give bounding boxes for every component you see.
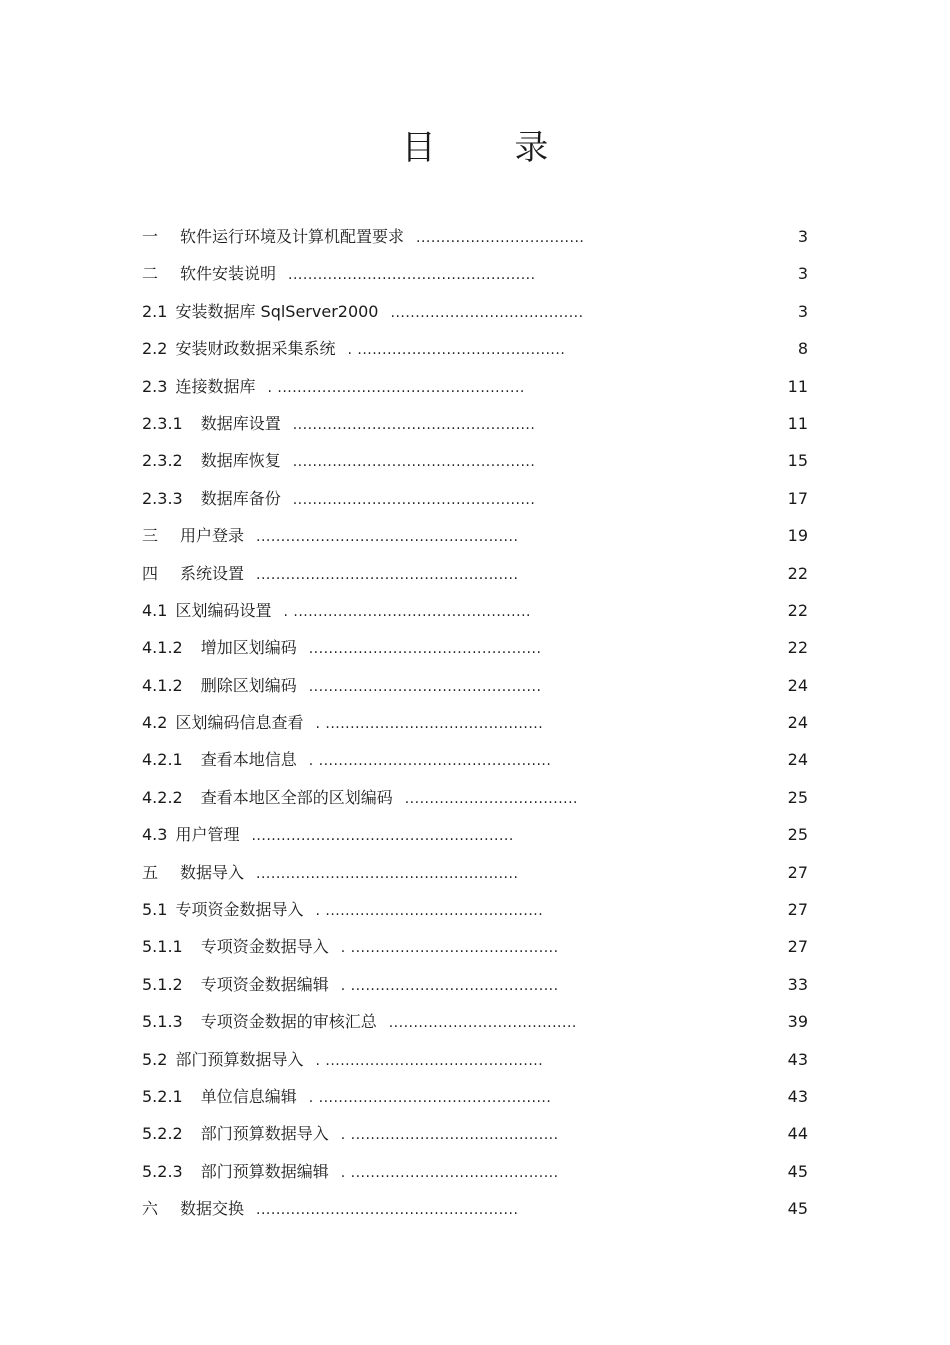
toc-entry[interactable]	[142, 1190, 808, 1227]
toc-entry-page-number: 8	[797, 339, 808, 359]
toc-entry-label: 安装数据库 SqlServer2000	[175, 301, 379, 321]
toc-entry-page-number: 11	[787, 413, 808, 433]
toc-entry-leader: . ..........................................	[340, 1164, 559, 1181]
toc-entry-page-number: 3	[797, 227, 808, 246]
toc-entry-number: 一	[142, 227, 159, 246]
toc-entry-label: 部门预算数据导入	[200, 1124, 329, 1144]
toc-entry-page-number: 11	[787, 376, 808, 396]
toc-entry[interactable]	[142, 667, 808, 704]
toc-entry-number: 三	[142, 526, 159, 546]
toc-entry-label: 数据导入	[180, 862, 245, 882]
toc-entry[interactable]	[142, 592, 808, 629]
toc-entry-leader: .....................................................	[256, 1202, 519, 1219]
toc-entry-page-number: 19	[787, 526, 808, 546]
toc-entry-leader: . ............................................	[315, 903, 544, 920]
toc-entry[interactable]	[142, 293, 808, 330]
toc-entry-page-number: 27	[787, 937, 808, 957]
toc-entry-number: 4.1	[142, 600, 168, 620]
toc-entry-page-number: 43	[787, 1049, 808, 1069]
toc-entry-page-number: 25	[787, 825, 808, 845]
toc-entry[interactable]	[142, 442, 808, 479]
toc-entry-page-number: 22	[787, 600, 808, 620]
toc-entry-leader: .......................................	[390, 304, 584, 321]
toc-entry-page-number: 17	[787, 488, 808, 508]
toc-entry-label: 删除区划编码	[200, 675, 297, 695]
toc-entry[interactable]	[142, 1078, 808, 1115]
toc-entry-label: 连接数据库	[175, 376, 256, 396]
toc-entry[interactable]	[142, 368, 808, 405]
toc-entry-leader: ...................................	[404, 790, 578, 807]
toc-entry[interactable]	[142, 704, 808, 741]
toc-entry[interactable]	[142, 517, 808, 554]
toc-entry[interactable]	[142, 1041, 808, 1078]
toc-entry[interactable]	[142, 854, 808, 891]
toc-entry-label: 部门预算数据导入	[175, 1049, 304, 1069]
toc-entry-leader: .....................................................	[251, 828, 514, 845]
toc-entry-number: 5.2.1	[142, 1086, 183, 1106]
toc-entry[interactable]	[142, 218, 808, 255]
toc-entry-page-number: 45	[787, 1161, 808, 1181]
toc-entry-label: 安装财政数据采集系统	[175, 339, 336, 359]
toc-entry-number: 4.1.2	[142, 638, 183, 658]
toc-entry-number: 5.1.1	[142, 937, 183, 957]
toc-entry-page-number: 44	[787, 1124, 808, 1144]
toc-entry-number: 4.2	[142, 713, 168, 733]
toc-entry-number: 2.2	[142, 339, 168, 359]
toc-entry-leader: . ..........................................	[340, 940, 559, 957]
toc-entry-label: 专项资金数据编辑	[200, 974, 329, 994]
toc-entry-leader: .....................................................	[256, 865, 519, 882]
toc-entry[interactable]	[142, 1115, 808, 1152]
toc-entry-leader: ..................................................	[288, 267, 536, 284]
toc-entry-number: 2.1	[142, 301, 168, 321]
toc-entry-number: 5.1.3	[142, 1012, 183, 1032]
toc-entry[interactable]	[142, 555, 808, 592]
toc-entry-page-number: 24	[787, 675, 808, 695]
toc-entry-label: 增加区划编码	[200, 638, 297, 658]
toc-entry-label: 软件安装说明	[180, 264, 277, 284]
toc-entry-page-number: 27	[787, 900, 808, 920]
toc-entry-leader: . ..........................................	[340, 977, 559, 994]
toc-entry-number: 2.3.1	[142, 413, 183, 433]
toc-entry-label: 专项资金数据导入	[175, 900, 304, 920]
toc-entry-label: 用户登录	[180, 526, 245, 546]
toc-entry-page-number: 3	[797, 301, 808, 321]
toc-entry-page-number: 43	[787, 1086, 808, 1106]
toc-entry[interactable]	[142, 629, 808, 666]
toc-entry-leader: .................................................	[292, 491, 536, 508]
toc-entry-label: 查看本地信息	[200, 750, 297, 770]
toc-entry-label: 专项资金数据导入	[200, 937, 329, 957]
toc-entry-label: 区划编码信息查看	[175, 713, 304, 733]
toc-entry-number: 4.2.2	[142, 787, 183, 807]
toc-entry[interactable]	[142, 330, 808, 367]
toc-entry-label: 软件运行环境及计算机配置要求	[180, 227, 405, 246]
toc-entry-leader: . ..................................................	[267, 379, 525, 396]
toc-entry-page-number: 24	[787, 713, 808, 733]
toc-entry[interactable]	[142, 928, 808, 965]
toc-entry-number: 5.2.3	[142, 1161, 183, 1181]
toc-entry-leader: . ............................................	[315, 1052, 544, 1069]
toc-entry-page-number: 27	[787, 862, 808, 882]
toc-entry-label: 数据库备份	[200, 488, 281, 508]
toc-entry-number: 六	[142, 1199, 159, 1219]
toc-entry-number: 5.1.2	[142, 974, 183, 994]
toc-entry-leader: . ...............................................	[308, 1089, 552, 1106]
toc-entry-page-number: 24	[787, 750, 808, 770]
toc-entry-number: 五	[142, 862, 159, 882]
toc-entry-number: 二	[142, 264, 159, 284]
toc-entry-leader: ..................................	[416, 230, 585, 246]
toc-entry-label: 数据库恢复	[200, 451, 281, 471]
toc-entry[interactable]	[142, 405, 808, 442]
toc-entry-leader: .....................................................	[256, 566, 519, 583]
toc-entry-number: 4.3	[142, 825, 168, 845]
toc-entry[interactable]	[142, 480, 808, 517]
toc-entry[interactable]	[142, 779, 808, 816]
toc-entry-leader: ...............................................	[308, 678, 542, 695]
toc-entry-label: 区划编码设置	[175, 600, 272, 620]
toc-entry-number: 5.1	[142, 900, 168, 920]
toc-entry-page-number: 45	[787, 1199, 808, 1219]
toc-entry-page-number: 25	[787, 787, 808, 807]
toc-entry-number: 5.2	[142, 1049, 168, 1069]
toc-entry-label: 数据交换	[180, 1199, 245, 1219]
toc-entry-leader: . ..........................................	[347, 342, 566, 359]
toc-entry-label: 查看本地区全部的区划编码	[200, 787, 393, 807]
toc-entry-label: 用户管理	[175, 825, 240, 845]
toc-entry-number: 四	[142, 563, 159, 583]
toc-entry-page-number: 39	[787, 1012, 808, 1032]
toc-entry[interactable]	[142, 741, 808, 778]
toc-entry[interactable]	[142, 966, 808, 1003]
toc-entry-label: 单位信息编辑	[200, 1086, 297, 1106]
toc-entry[interactable]	[142, 255, 808, 292]
toc-entry-page-number: 3	[797, 264, 808, 284]
toc-entry-leader: . ...............................................	[308, 753, 552, 770]
toc-entry-label: 数据库设置	[200, 413, 281, 433]
toc-entry-leader: . ................................................	[283, 603, 531, 620]
toc-entry[interactable]	[142, 816, 808, 853]
toc-entry-label: 专项资金数据的审核汇总	[200, 1012, 377, 1032]
toc-entry-page-number: 22	[787, 638, 808, 658]
toc-entry-page-number: 15	[787, 451, 808, 471]
toc-entry[interactable]	[142, 1153, 808, 1190]
toc-entry-number: 4.1.2	[142, 675, 183, 695]
toc-entry-label: 部门预算数据编辑	[200, 1161, 329, 1181]
toc-list	[142, 218, 808, 1228]
toc-entry-page-number: 33	[787, 974, 808, 994]
toc-entry-number: 2.3.3	[142, 488, 183, 508]
toc-entry-page-number: 22	[787, 563, 808, 583]
toc-entry-leader: .................................................	[292, 416, 536, 433]
toc-entry-leader: . ..........................................	[340, 1127, 559, 1144]
toc-entry-leader: . ............................................	[315, 716, 544, 733]
toc-entry-leader: .....................................................	[256, 529, 519, 546]
toc-entry[interactable]	[142, 891, 808, 928]
page-title: 目 录	[401, 128, 583, 168]
toc-entry-number: 2.3	[142, 376, 168, 396]
toc-entry-number: 2.3.2	[142, 451, 183, 471]
toc-entry-number: 4.2.1	[142, 750, 183, 770]
toc-entry-label: 系统设置	[180, 563, 245, 583]
toc-entry-leader: ......................................	[388, 1015, 577, 1032]
toc-entry-leader: .................................................	[292, 454, 536, 471]
toc-entry-number: 5.2.2	[142, 1124, 183, 1144]
toc-entry-leader: ...............................................	[308, 641, 542, 658]
toc-entry[interactable]	[142, 1003, 808, 1040]
